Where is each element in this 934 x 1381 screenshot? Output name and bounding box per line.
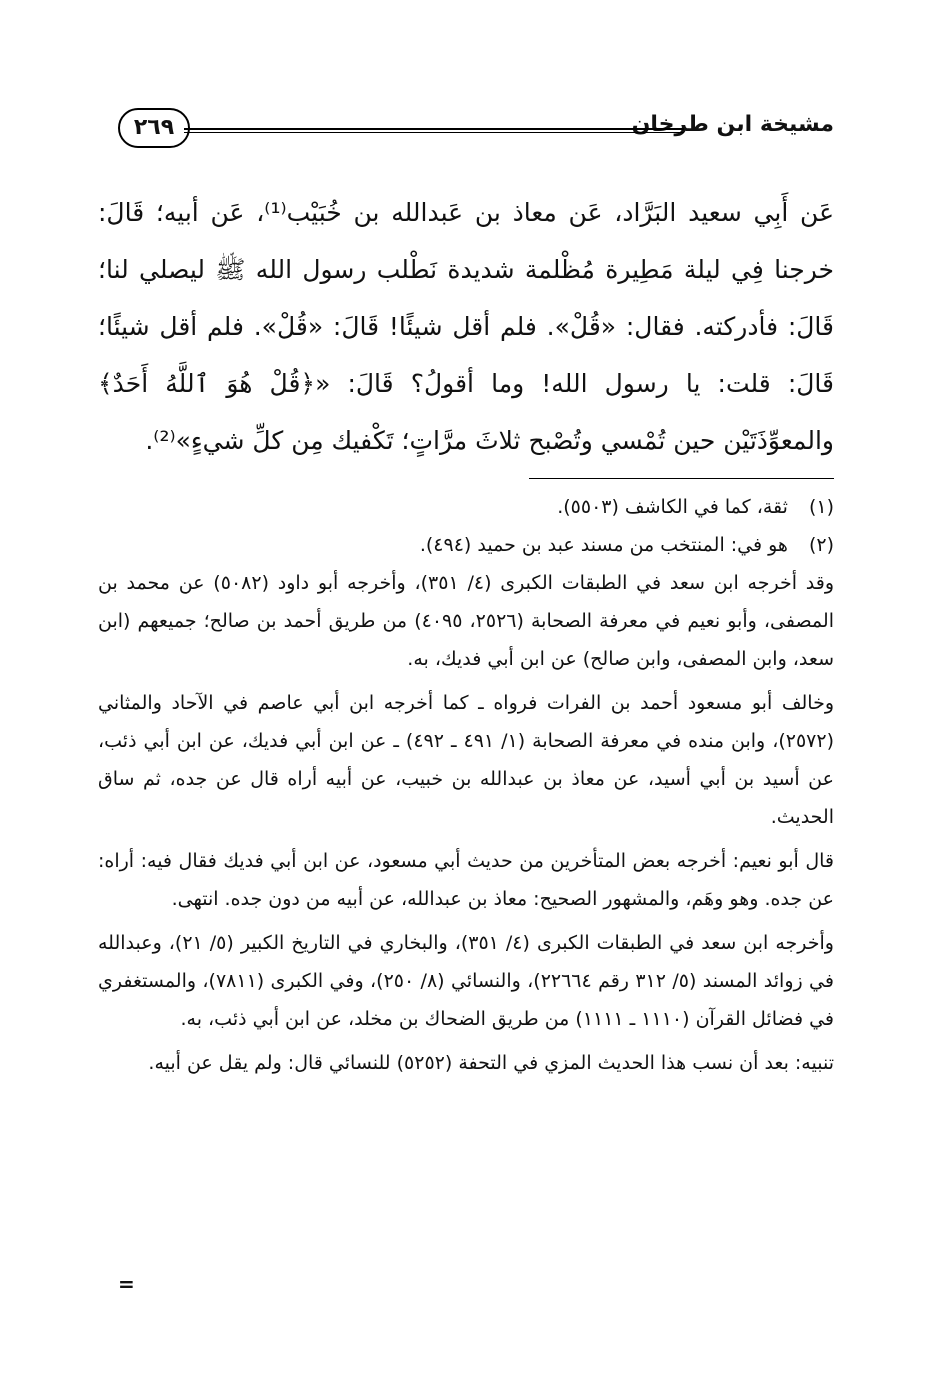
- hadith-text: عَن أَبِي سعيد البَرَّاد، عَن معاذ بن عَبدالله بن خُبَيْب⁽¹⁾، عَن أبيه؛ قَالَ: خرجنا فِي ليلة مَطِيرة مُظْلمة شديدة نَطْلب رسول الله ﷺ ليصلي لنا؛ قَالَ: فأدركته. فقال: «قُلْ». فلم أقل شيئًا! قَالَ: «قُلْ». فلم أقل شيئًا؛ قَالَ: قلت: يا رسول الله! وما أقولُ؟ قَالَ: «﴿قُلْ هُوَ ٱللَّهُ أَحَدٌ﴾ والمعوِّذَتَيْن حين تُمْسي وتُصْبح ثلاثَ مرَّاتٍ؛ تَكْفيك مِن كلِّ شيءٍ»⁽²⁾.: [98, 198, 835, 455]
- footnote-paragraph: وأخرجه ابن سعد في الطبقات الكبرى (٤/ ٣٥١)، والبخاري في التاريخ الكبير (٥/ ٢١)، وعبدالله في زوائد المسند (٥/ ٣١٢ رقم ٢٢٦٦٤)، والنسائي (٨/ ٢٥٠)، وفي الكبرى (٧٨١١)، والمستغفري في فضائل القرآن (١١١٠ ـ ١١١١) من طريق الضحاك بن مخلد، عن ابن أبي ذئب، به.: [98, 932, 834, 1030]
- footnote-paragraph: وخالف أبو مسعود أحمد بن الفرات فرواه ـ كما أخرجه ابن أبي عاصم في الآحاد والمثاني (٢٥٧٢)، وابن منده في معرفة الصحابة (١/ ٤٩١ ـ ٤٩٢) ـ عن ابن أبي فديك، عن ابن أبي ذئب، عن أسيد بن أبي أسيد، عن معاذ بن عبدالله بن خبيب، عن أبيه أراه قال عن جده، ثم ساق الحديث.: [98, 692, 834, 828]
- footnote-number: (٢): [808, 534, 834, 556]
- footnote-paragraph: تنبيه: بعد أن نسب هذا الحديث المزي في التحفة (٥٢٥٢) للنسائي قال: ولم يقل عن أبيه.: [148, 1052, 834, 1074]
- header-rule: [184, 128, 684, 133]
- footnote-text: هو في: المنتخب من مسند عبد بن حميد (٤٩٤).: [419, 534, 788, 556]
- footnote-paragraph: قال أبو نعيم: أخرجه بعض المتأخرين من حديث أبي مسعود، عن ابن أبي فديك فقال فيه: أراه: عن جده. وهو وهَم، والمشهور الصحيح: معاذ بن عبدالله، عن أبيه من دون جده. انتهى.: [98, 850, 834, 910]
- footnote-divider: [529, 478, 834, 479]
- running-title: مشيخة ابن طرخان: [631, 112, 834, 137]
- continuation-mark: =: [118, 1272, 135, 1296]
- footnotes: [98, 488, 834, 1082]
- footnote-paragraph: وقد أخرجه ابن سعد في الطبقات الكبرى (٤/ ٣٥١)، وأخرجه أبو داود (٥٠٨٢) عن محمد بن المصفى، وأبو نعيم في معرفة الصحابة (٢٥٢٦، ٤٠٩٥) من طريق أحمد بن صالح؛ جميعهم (ابن سعد، وابن المصفى، وابن صالح) عن ابن أبي فديك، به.: [98, 572, 834, 670]
- footnote-2: [98, 526, 834, 564]
- footnote-1: [98, 488, 834, 526]
- page-number: ٢٦٩: [118, 108, 190, 148]
- footnote-number: (١): [808, 496, 834, 518]
- page-header: [118, 108, 834, 152]
- footnote-text: ثقة، كما في الكاشف (٥٥٠٣).: [557, 496, 788, 518]
